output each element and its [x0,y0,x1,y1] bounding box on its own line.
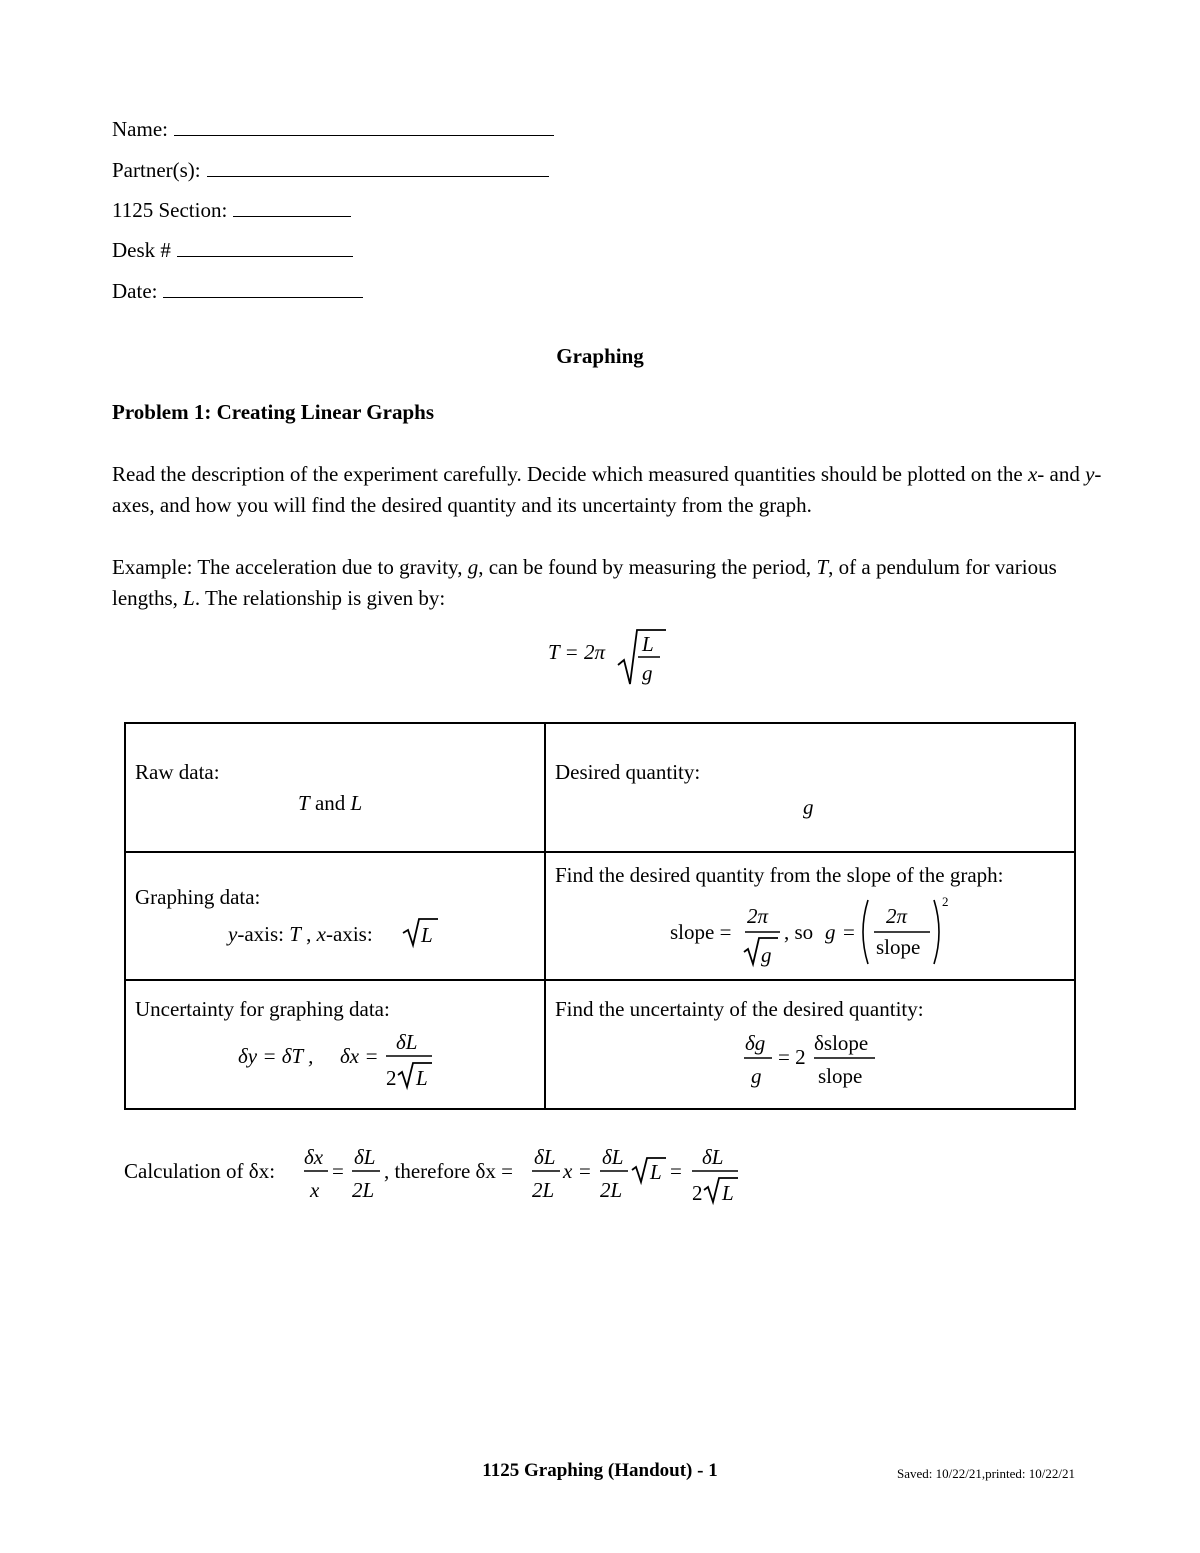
equation-num: L [642,632,654,656]
table-hline-1 [124,851,1076,853]
intro-paragraph: Read the description of the experiment carefully. Decide which measured quantities should be plotted on the x- and y-axes, and how you will find the desired quantity and its uncertainty from the graph. [112,462,1102,517]
raw-data-value: T and L [298,791,363,815]
section-field [112,197,351,223]
name-blank [174,117,554,136]
svg-text:δslope: δslope [814,1031,869,1055]
equation-den: g [642,661,653,685]
svg-text:g: g [761,943,772,967]
desired-value: g [803,795,814,819]
svg-text:g: g [825,920,836,944]
footer-saved-printed: Saved: 10/22/21,printed: 10/22/21 [897,1466,1076,1481]
svg-text:, therefore δx =: , therefore δx = [384,1159,514,1183]
name-field [112,116,554,142]
svg-text:δg: δg [745,1031,766,1055]
partners-blank [207,158,549,177]
svg-text:δx =: δx = [340,1044,379,1068]
svg-text:Calculation of δx:: Calculation of δx: [124,1159,276,1183]
date-field [112,278,363,304]
svg-text:g: g [751,1064,762,1088]
slope-equation [668,892,958,972]
uncertainty-equation [236,1025,446,1095]
svg-text:x: x [310,1178,320,1202]
svg-text:=: = [670,1159,682,1183]
svg-text:2L: 2L [600,1178,623,1202]
svg-text:δx: δx [304,1145,324,1169]
uncertainty-label: Uncertainty for graphing data: [135,997,390,1021]
calculation-line [122,1138,752,1210]
page-title: Graphing [556,344,644,368]
svg-text:= 2: = 2 [778,1045,806,1069]
svg-text:δL: δL [534,1145,556,1169]
example-paragraph: Example: The acceleration due to gravity, g, can be found by measuring the period, T, of a pendulum for various lengths, L. The relationship is given by: [112,555,1057,610]
raw-data-label: Raw data: [135,760,220,784]
desk-label: Desk # [112,238,171,262]
svg-text:L: L [722,1181,734,1205]
problem-heading: Problem 1: Creating Linear Graphs [112,400,434,424]
partners-label: Partner(s): [112,158,201,182]
svg-text:2π: 2π [747,904,769,928]
name-label: Name: [112,117,168,141]
date-label: Date: [112,279,158,303]
desk-blank [177,238,353,257]
sqrt-L-graph [400,915,440,949]
desired-label: Desired quantity: [555,760,701,784]
svg-text:2π: 2π [886,904,908,928]
svg-text:2L: 2L [352,1178,375,1202]
pendulum-equation [540,618,670,690]
date-blank [163,279,363,298]
graphing-axes: y-axis: T , x-axis: [228,922,373,946]
slope-word: slope = [670,920,732,944]
svg-text:L: L [416,1066,428,1090]
svg-text:L: L [421,923,433,947]
section-label: 1125 Section: [112,198,228,222]
svg-text:2: 2 [942,894,949,909]
footer-page-label: 1125 Graphing (Handout) - 1 [482,1460,718,1481]
svg-text:, so: , so [784,920,814,944]
svg-text:x =: x = [563,1159,592,1183]
svg-text:slope: slope [876,935,921,959]
table-hline-2 [124,979,1076,981]
graphing-label: Graphing data: [135,885,261,909]
partners-field [112,157,549,183]
section-blank [233,198,351,217]
svg-text:2: 2 [386,1066,397,1090]
table-vline [544,722,546,1110]
slope-label: Find the desired quantity from the slope of the graph: [555,863,1004,887]
svg-text:L: L [650,1160,662,1184]
desk-field [112,237,353,263]
svg-text:2L: 2L [532,1178,555,1202]
svg-text:δL: δL [354,1145,376,1169]
svg-text:=: = [843,920,855,944]
svg-text:δL: δL [602,1145,624,1169]
equation-lhs: T = 2π [548,640,605,664]
uncertainty-desired-equation [742,1025,882,1095]
uncertainty-desired-label: Find the uncertainty of the desired quantity: [555,997,924,1021]
svg-text:δL: δL [396,1030,418,1054]
svg-text:δL: δL [702,1145,724,1169]
svg-text:2: 2 [692,1181,703,1205]
svg-text:slope: slope [818,1064,863,1088]
svg-text:δy = δT ,: δy = δT , [238,1044,314,1068]
svg-text:=: = [332,1159,344,1183]
